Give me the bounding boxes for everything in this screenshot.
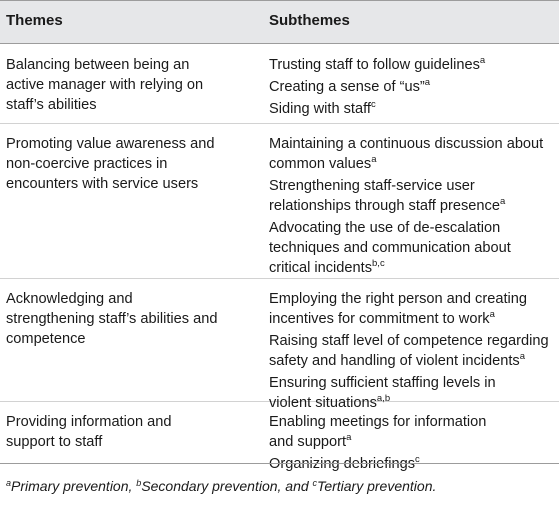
prevention-level-marker: a [519, 351, 525, 362]
theme-text-line: competence [6, 331, 86, 347]
theme-text-line: staff’s abilities [6, 97, 97, 113]
subtheme-text: Raising staff level of competence regarding [269, 333, 549, 349]
subtheme-text-line [269, 331, 554, 351]
table-bottom-rule [0, 463, 559, 464]
footnote-a-text: Primary prevention, [11, 478, 137, 494]
theme-cell [6, 134, 256, 194]
subthemes-cell [269, 55, 554, 121]
prevention-level-marker: c [415, 454, 420, 465]
subtheme-text: Maintaining a continuous discussion about [269, 136, 544, 152]
subtheme-text-line [269, 218, 554, 238]
prevention-level-marker: a [499, 196, 506, 207]
footnote-c-marker: c [312, 478, 318, 488]
theme-cell [6, 289, 256, 349]
subtheme-text-line [269, 99, 554, 121]
prevention-level-marker: a [371, 154, 377, 165]
subthemes-cell [269, 412, 554, 476]
subthemes-column-header: Subthemes [269, 12, 350, 29]
prevention-level-marker: b,c [372, 258, 385, 269]
prevention-level-marker: a,b [376, 393, 391, 404]
theme-text-line: Providing information and [6, 414, 172, 430]
subtheme-text-line [269, 258, 554, 280]
subtheme-text-line [269, 134, 554, 154]
subtheme-text-line [269, 373, 554, 393]
subtheme-text: relationships through staff presence [269, 198, 500, 214]
subtheme-text-line [269, 289, 554, 309]
prevention-level-marker: a [489, 309, 495, 320]
prevention-level-marker: a [479, 55, 486, 66]
subtheme-text: incentives for commitment to work [269, 311, 490, 327]
subtheme-text: safety and handling of violent incidents [269, 353, 520, 369]
prevention-level-marker: a [424, 77, 431, 88]
subtheme-text-line [269, 55, 554, 77]
subtheme-text-line [269, 454, 554, 476]
themes-column-header: Themes [6, 12, 63, 29]
table-header [0, 0, 559, 44]
subtheme-text: Strengthening staff-service user [269, 178, 475, 194]
subtheme-text-line [269, 351, 554, 373]
theme-cell [6, 55, 256, 115]
subtheme-text: Organizing debriefings [269, 456, 416, 472]
theme-text-line: Promoting value awareness and [6, 136, 215, 152]
subtheme-text: Siding with staff [269, 101, 371, 117]
table-row [0, 45, 559, 124]
subtheme-text: common values [269, 156, 372, 172]
subtheme-text: Ensuring sufficient staffing levels in [269, 375, 496, 391]
theme-text-line: Balancing between being an [6, 57, 190, 73]
subtheme-text-line [269, 412, 554, 432]
subtheme-text: and support [269, 434, 347, 450]
subtheme-text: Enabling meetings for information [269, 414, 487, 430]
subtheme-text: techniques and communication about [269, 240, 511, 256]
theme-text-line: encounters with service users [6, 176, 199, 192]
subtheme-text-line [269, 432, 554, 454]
prevention-level-marker: a [346, 432, 352, 443]
footnote-c-text: Tertiary prevention. [317, 478, 437, 494]
subthemes-cell [269, 134, 554, 280]
prevention-level-marker: c [370, 99, 376, 110]
subtheme-text: Employing the right person and creating [269, 291, 527, 307]
subtheme-text: violent situations [269, 395, 377, 411]
subtheme-text: Creating a sense of “us” [269, 79, 425, 95]
theme-text-line: active manager with relying on [6, 77, 204, 93]
subtheme-text: Advocating the use of de-escalation [269, 220, 501, 236]
subthemes-cell [269, 289, 554, 415]
subtheme-text: Trusting staff to follow guidelines [269, 57, 480, 73]
table-row [0, 124, 559, 279]
subtheme-text-line [269, 77, 554, 99]
theme-text-line: support to staff [6, 434, 103, 450]
theme-text-line: non-coercive practices in [6, 156, 168, 172]
table-row [0, 402, 559, 472]
footnote-b-text: Secondary prevention, and [141, 478, 313, 494]
footnote-b-marker: b [136, 478, 142, 488]
subtheme-text-line [269, 309, 554, 331]
table-row [0, 279, 559, 411]
table-footnote [6, 476, 436, 498]
theme-cell [6, 412, 256, 452]
subtheme-text-line [269, 196, 554, 218]
subtheme-text: critical incidents [269, 260, 373, 276]
subtheme-text-line [269, 238, 554, 258]
theme-text-line: strengthening staff’s abilities and [6, 311, 218, 327]
footnote-a-marker: a [6, 478, 12, 488]
theme-text-line: Acknowledging and [6, 291, 133, 307]
subtheme-text-line [269, 176, 554, 196]
subtheme-text-line [269, 154, 554, 176]
